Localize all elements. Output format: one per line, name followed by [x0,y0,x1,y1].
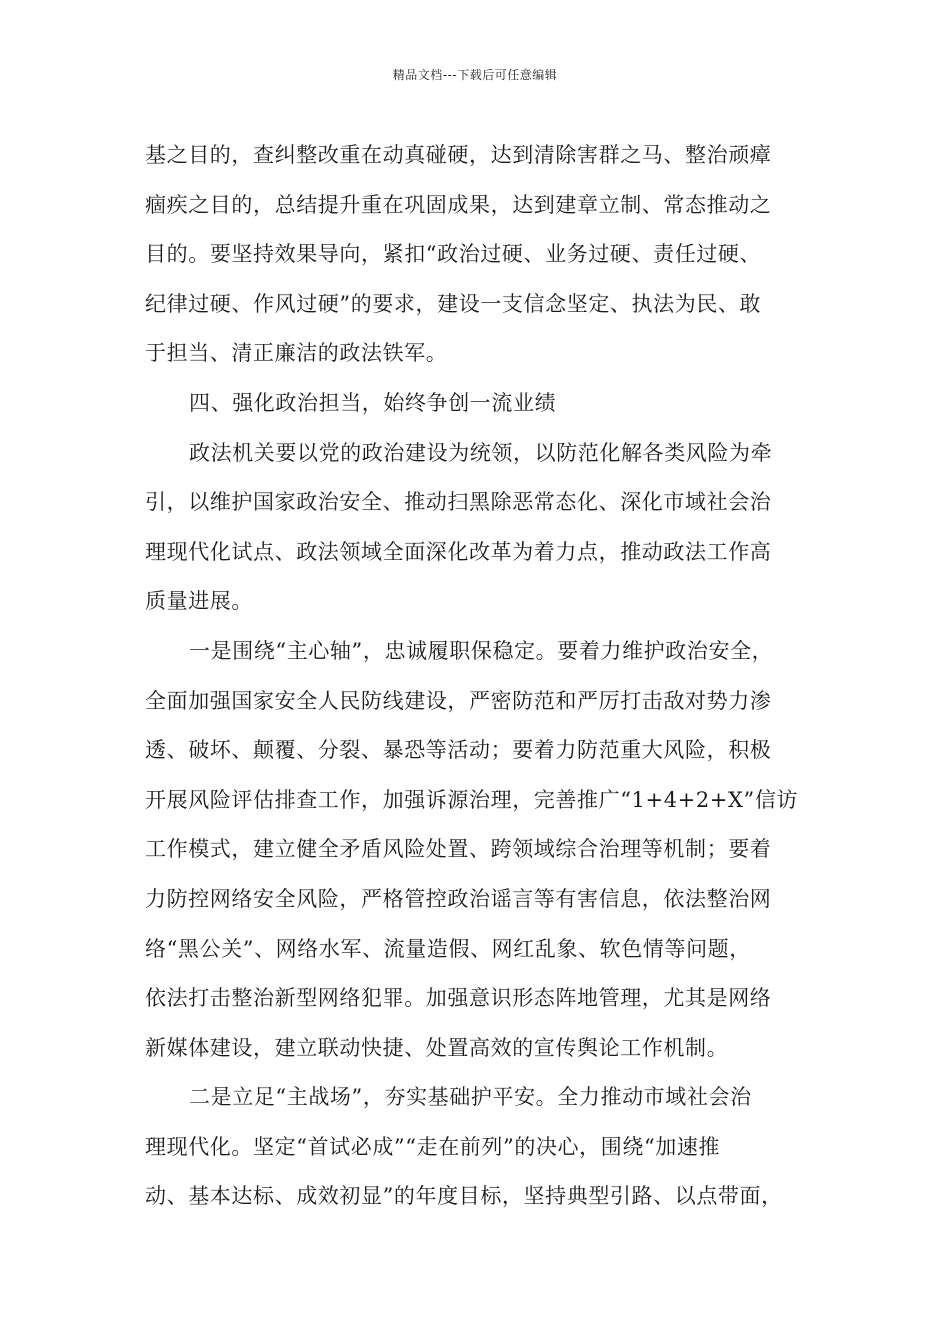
text-line: 动、基本达标、成效初显”的年度目标，坚持典型引路、以点带面， [145,1184,783,1209]
text-line: 工作模式，建立健全矛盾风险处置、跨领域综合治理等机制；要着 [145,837,772,862]
text-line: 全面加强国家安全人民防线建设，严密防范和严厉打击敌对势力渗 [145,688,772,713]
text-line: 二是立足“主战场”，夯实基础护平安。全力推动市域社会治 [189,1085,752,1110]
text-line: 理现代化试点、政法领域全面深化改革为着力点，推动政法工作高 [145,539,772,564]
section-heading: 四、强化政治担当，始终争创一流业绩 [189,390,557,415]
text-line: 痼疾之目的，总结提升重在巩固成果，达到建章立制、常态推动之 [145,192,772,217]
text-line: 政法机关要以党的政治建设为统领，以防范化解各类风险为牵 [189,440,773,465]
text-line: 透、破坏、颠覆、分裂、暴恐等活动；要着力防范重大风险，积极 [145,738,772,763]
document-body [145,131,825,1222]
text-line: 基之目的，查纠整改重在动真碰硬，达到清除害群之马、整治顽瘴 [145,143,772,167]
text-line: 目的。要坚持效果导向，紧扣“政治过硬、业务过硬、责任过硬、 [145,242,762,267]
text-line: 理现代化。坚定“首试必成”“走在前列”的决心，围绕“加速推 [145,1134,721,1159]
text-line: 络“黑公关”、网络水军、流量造假、网红乱象、软色情等问题， [145,936,751,961]
text-line: 新媒体建设，建立联动快捷、处置高效的宣传舆论工作机制。 [145,1035,729,1060]
text-line: 力防控网络安全风险，严格管控政治谣言等有害信息，依法整治网 [145,886,772,911]
text-line: 于担当、清正廉洁的政法铁军。 [145,341,448,366]
page-header: 精品文档---下载后可任意编辑 [392,68,558,82]
text-line: 质量进展。 [145,589,253,614]
text-line: 一是围绕“主心轴”，忠诚履职保稳定。要着力维护政治安全， [189,638,774,663]
text-line: 引，以维护国家政治安全、推动扫黑除恶常态化、深化市域社会治 [145,490,772,515]
text-line: 依法打击整治新型网络犯罪。加强意识形态阵地管理，尤其是网络 [145,986,772,1011]
text-line: 开展风险评估排查工作，加强诉源治理，完善推广“1+4+2+X”信访 [145,787,799,812]
text-line: 纪律过硬、作风过硬”的要求，建设一支信念坚定、执法为民、敢 [145,291,762,316]
